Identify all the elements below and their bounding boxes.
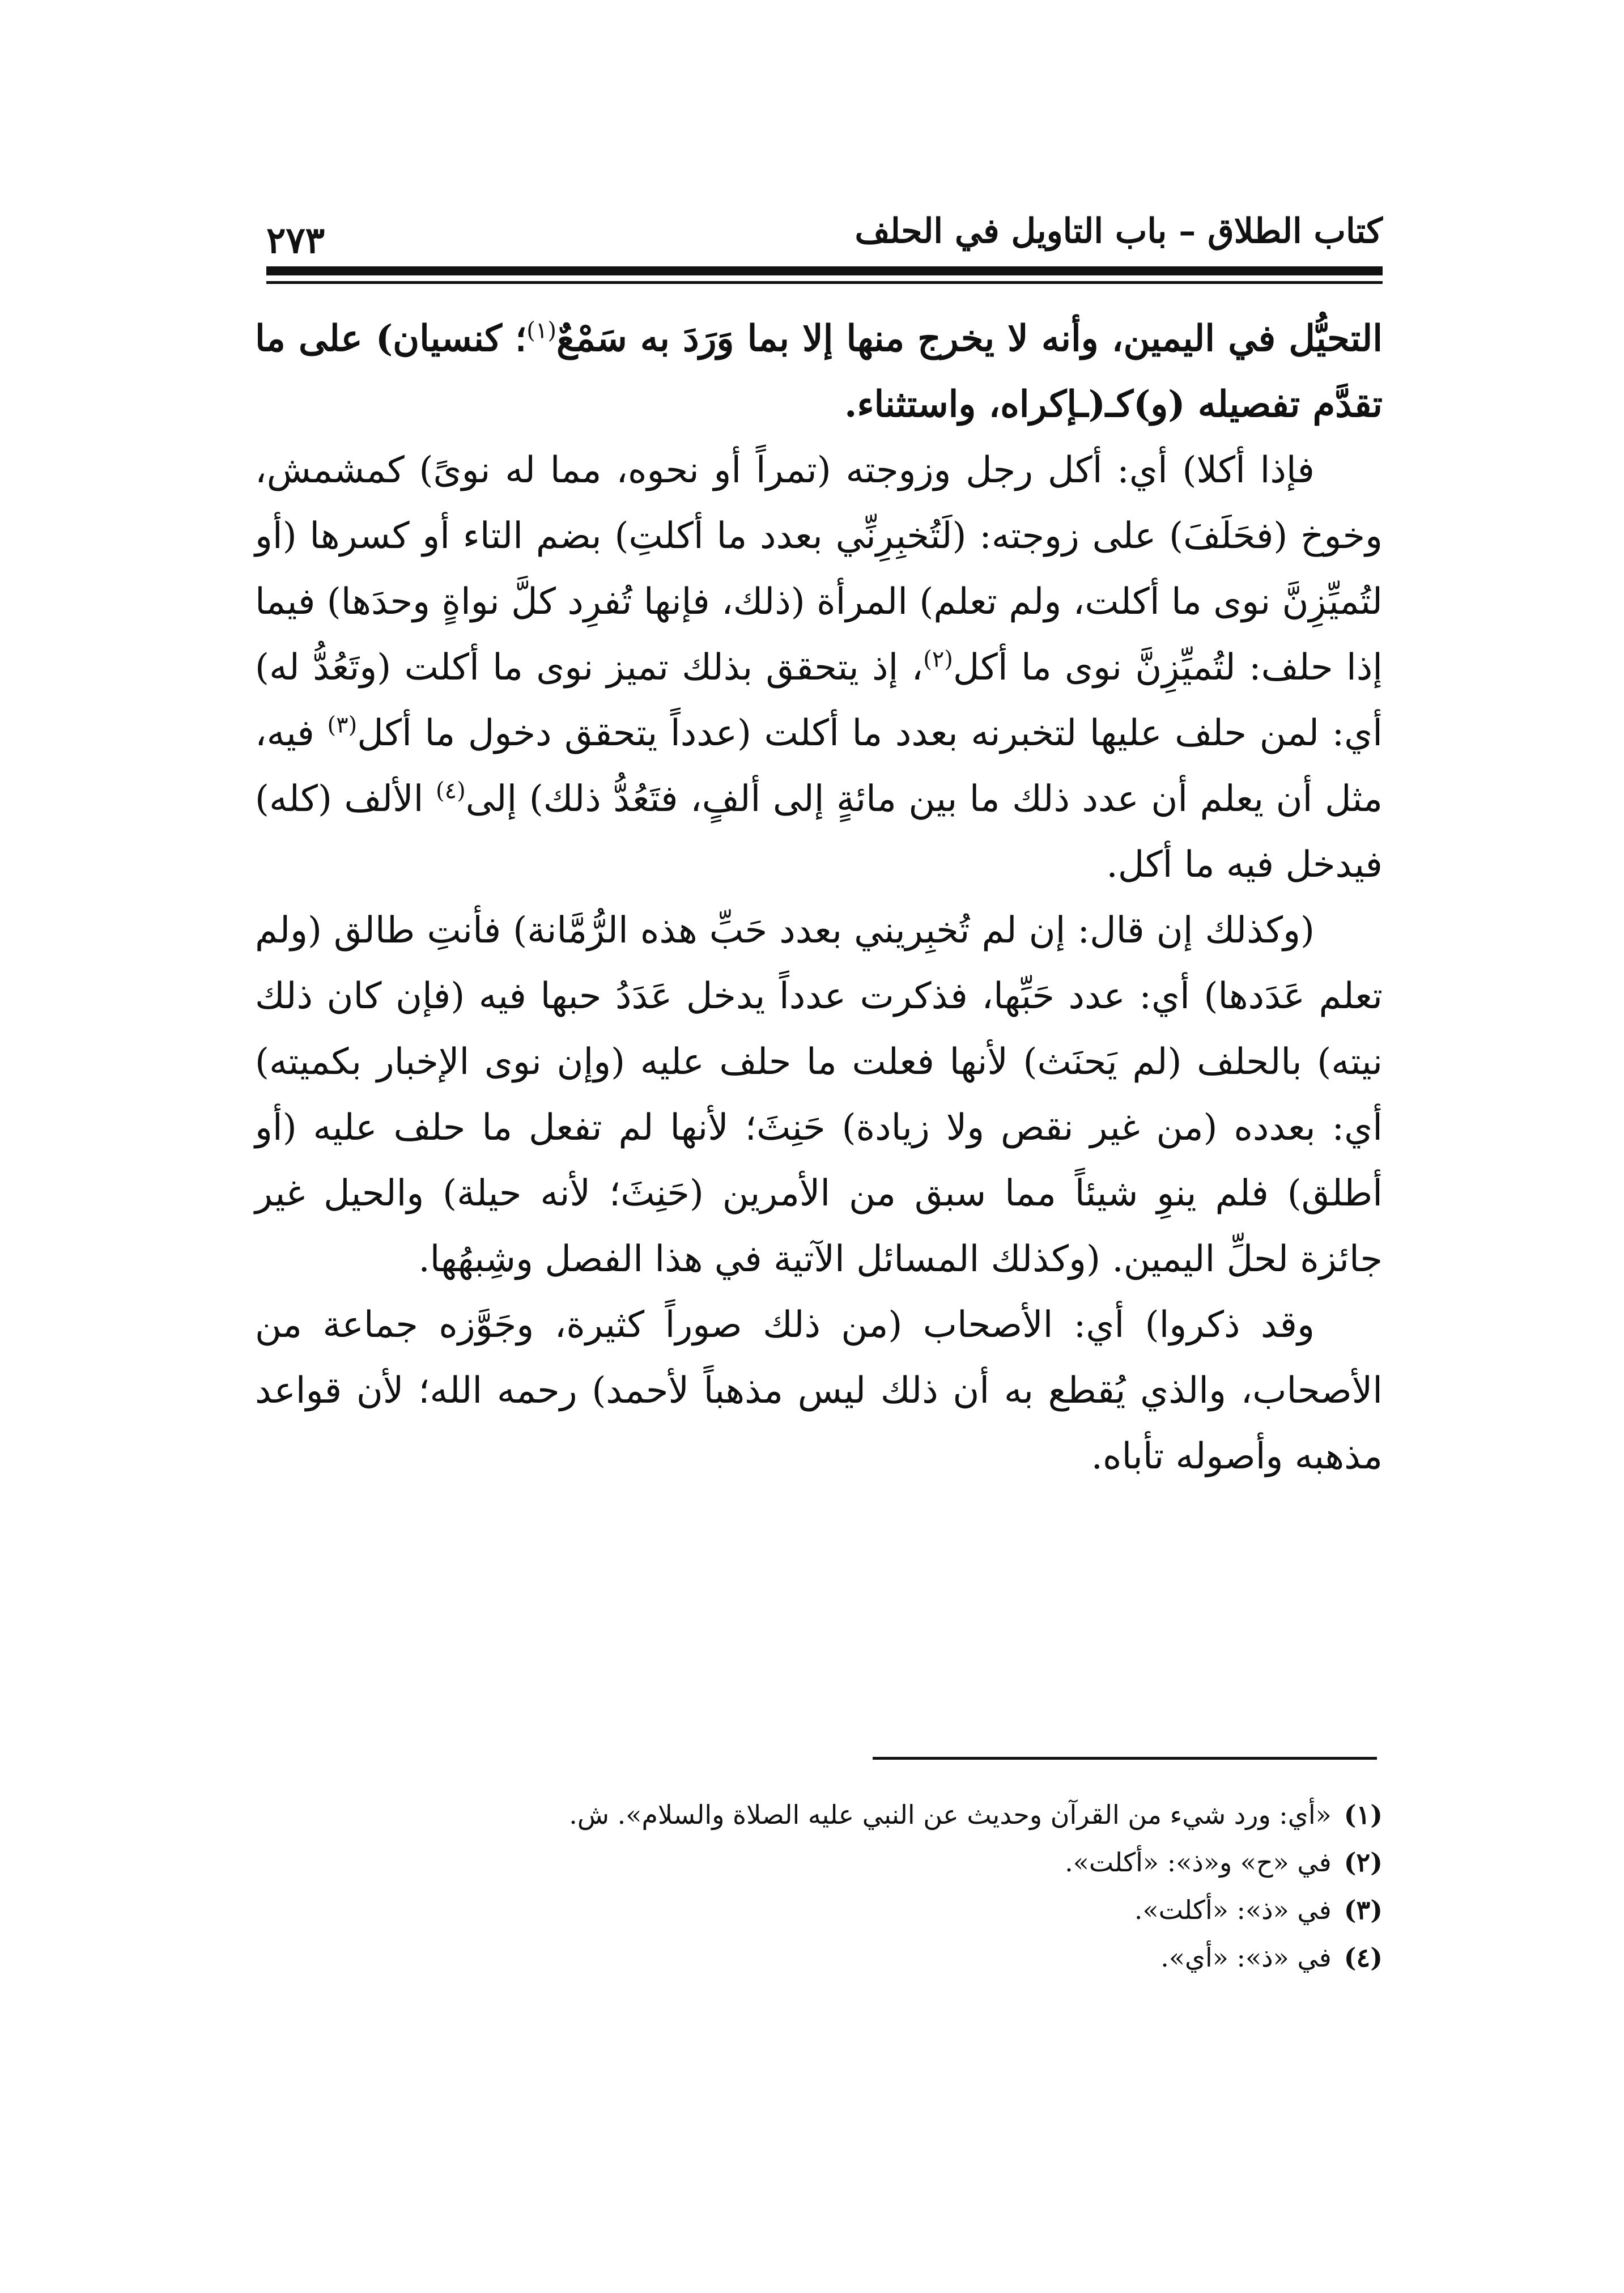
footnote-3-text: في «ذ»: «أكلت». <box>1134 1895 1332 1925</box>
footnote-ref-1[interactable]: (١) <box>526 317 556 344</box>
footnote-1-text: «أي: ورد شيء من القرآن وحديث عن النبي عليه الصلاة والسلام». ش. <box>569 1799 1332 1830</box>
paragraph-2-text-a: فإذا أكلا) أي: أكل رجل وزوجته (تمراً أو نحوه، مما له نوىً) كمشمش، وخوخ (فحَلَفَ) على زوجته: (لَتُخبِرِنِّي بعدد ما أكلتِ) بضم التاء أو كسرها (أو لتُميِّزِنَّ نوى ما أكلت، ولم تعلم) المرأة (ذلك، فإنها تُفرِد كلَّ نواةٍ وحدَها) فيما إذا حلف: لتُميِّزِنَّ نوى ما أكل <box>255 449 1383 689</box>
footnote-2 <box>255 1838 1383 1886</box>
paragraph-2-text-b: ، إذ يتحقق بذلك تميز نوى ما أكلت (وتَعُدُّ له) أي: لمن حلف عليها لتخبرنه بعدد ما أكلت (عدداً يتحقق دخول ما أكل <box>255 647 1383 754</box>
page-number: ٢٧٣ <box>266 219 325 262</box>
footnote-ref-3[interactable]: (٣) <box>327 712 358 738</box>
footnote-1-number: (١) <box>1344 1799 1383 1830</box>
footnote-1 <box>255 1791 1383 1838</box>
paragraph-2-text-d: الألف (كله) فيدخل فيه ما أكل. <box>255 778 1383 886</box>
header-rule-thick <box>266 266 1383 275</box>
footnote-3-number: (٣) <box>1344 1895 1383 1925</box>
footnote-separator <box>873 1757 1377 1760</box>
header-title: كتاب الطلاق – باب التاويل في الحلف <box>854 211 1383 251</box>
footnote-4-number: (٤) <box>1344 1942 1383 1973</box>
paragraph-3: (وكذلك إن قال: إن لم تُخبِريني بعدد حَبِّ هذه الرُّمَّانة) فأنتِ طالق (ولم تعلم عَدَدها) أي: عدد حَبِّها، فذكرت عدداً يدخل عَدَدُ حبها فيه (فإن كان ذلك نيته) بالحلف (لم يَحنَث) لأنها فعلت ما حلف عليه (وإن نوى الإخبار بكميته) أي: بعدده (من غير نقص ولا زيادة) حَنِثَ؛ لأنها لم تفعل ما حلف عليه (أو أطلق) فلم ينوِ شيئاً مما سبق من الأمرين (حَنِثَ؛ لأنه حيلة) والحيل غير جائزة لحلِّ اليمين. (وكذلك المسائل الآتية في هذا الفصل وشِبهُها. <box>255 910 1383 1280</box>
paragraph-2 <box>255 438 1383 898</box>
footnotes <box>255 1791 1383 1981</box>
paragraph-2-text-c: فيه، مثل أن يعلم أن عدد ذلك ما بين مائةٍ إلى ألفٍ، فتَعُدُّ ذلك) إلى <box>255 712 1383 820</box>
footnote-3 <box>255 1886 1383 1934</box>
footnote-2-text: في «ح» و«ذ»: «أكلت». <box>1065 1847 1332 1878</box>
paragraph-1-text-a: التحيُّل في اليمين، وأنه لا يخرج منها إلا بما وَرَدَ به سَمْعٌ <box>556 317 1383 360</box>
main-text <box>255 306 1383 1489</box>
paragraph-4: وقد ذكروا) أي: الأصحاب (من ذلك صوراً كثيرة، وجَوَّزه جماعة من الأصحاب، والذي يُقطع به أن ذلك ليس مذهباً لأحمد) رحمه الله؛ لأن قواعد مذهبه وأصوله تأباه. <box>255 1304 1383 1477</box>
footnote-4 <box>255 1934 1383 1981</box>
footnote-4-text: في «ذ»: «أي». <box>1160 1942 1332 1973</box>
footnote-ref-2[interactable]: (٢) <box>923 646 953 673</box>
paragraph-1-text-b: ؛ كنسيان) على ما تقدَّم تفصيله (و)كـ(ـإكراه، واستثناء. <box>255 317 1383 426</box>
paragraph-1 <box>255 306 1383 438</box>
footnote-2-number: (٢) <box>1344 1847 1383 1878</box>
running-header <box>266 201 1383 269</box>
header-rule-thin <box>266 281 1383 284</box>
footnote-ref-4[interactable]: (٤) <box>435 778 466 804</box>
